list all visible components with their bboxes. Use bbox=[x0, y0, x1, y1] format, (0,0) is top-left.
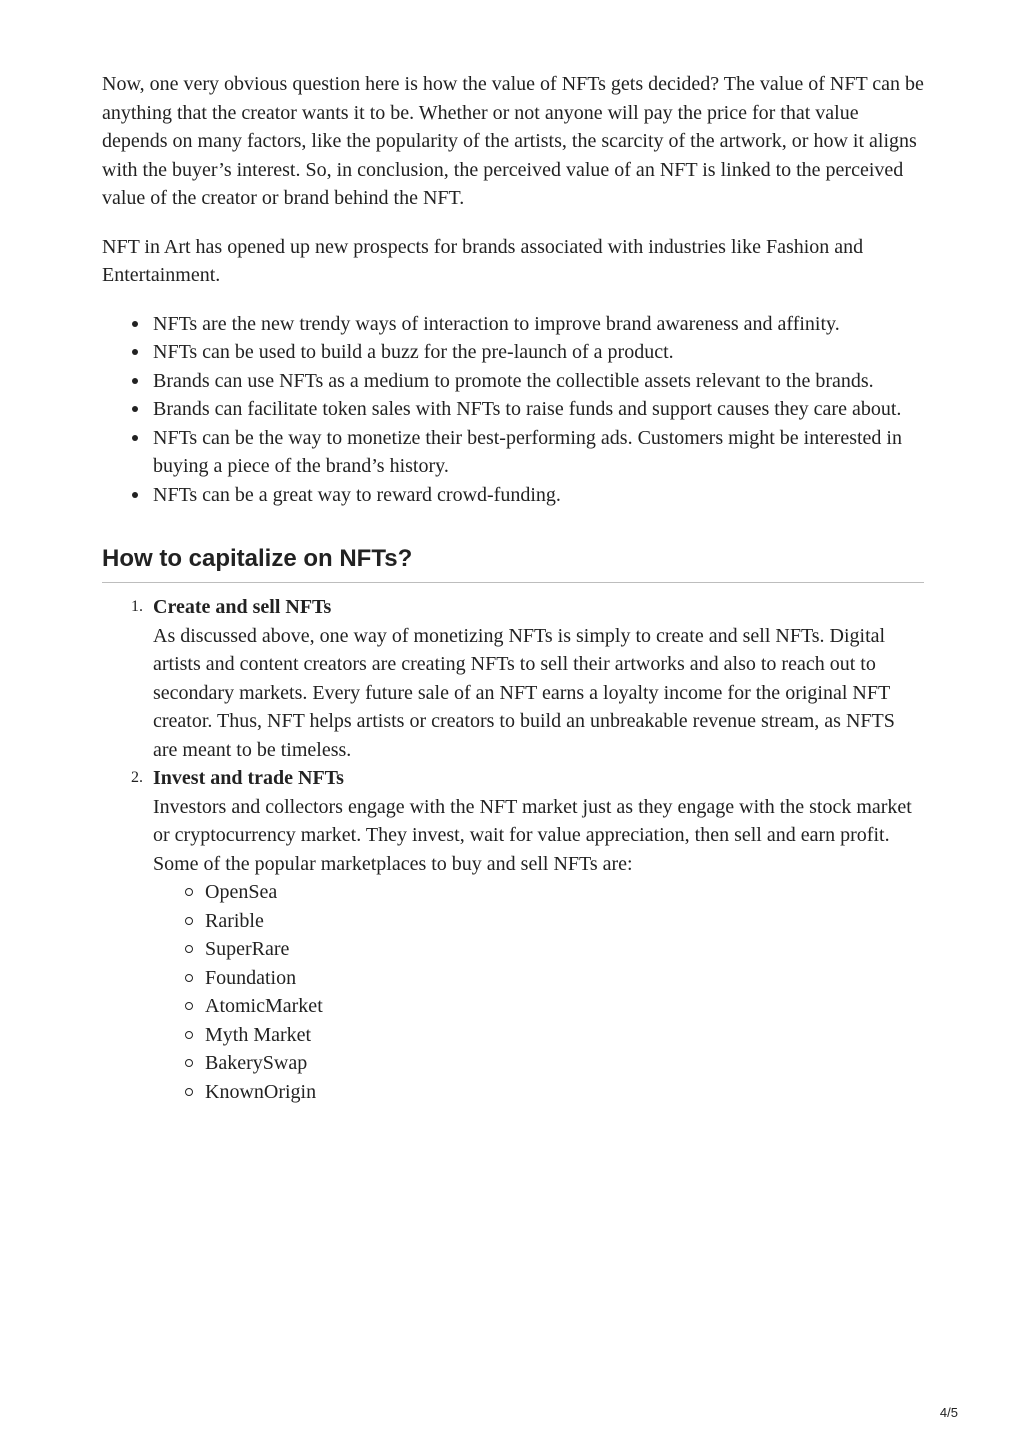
marketplace-item: Myth Market bbox=[205, 1021, 924, 1050]
marketplace-item: Foundation bbox=[205, 964, 924, 993]
brand-benefits-list bbox=[102, 310, 924, 510]
marketplace-list bbox=[153, 878, 924, 1106]
paragraph-nft-value: Now, one very obvious question here is how the value of NFTs gets decided? The value of NFT can be anything that the creator wants it to be. Whether or not anyone will pay the price for that value depends on many factors, like the popularity of the artists, the scarcity of the artwork, or how it aligns with the buyer’s interest. So, in conclusion, the perceived value of an NFT is linked to the perceived value of the creator or brand behind the NFT. bbox=[102, 73, 924, 209]
list-item: Brands can facilitate token sales with NFTs to raise funds and support causes they care about. bbox=[153, 395, 924, 424]
article-body bbox=[102, 70, 924, 1106]
step-item bbox=[131, 764, 924, 1106]
list-item: NFTs can be a great way to reward crowd-funding. bbox=[153, 481, 924, 510]
marketplace-item: KnownOrigin bbox=[205, 1078, 924, 1107]
step-body: As discussed above, one way of monetizing NFTs is simply to create and sell NFTs. Digital artists and content creators are creating NFTs to sell their artworks and also to reach out to secondary markets. Every future sale of an NFT earns a loyalty income for the original NFT creator. Thus, NFT helps artists or creators to build an unbreakable revenue stream, as NFTS are meant to be timeless. bbox=[153, 624, 895, 761]
step-title: Create and sell NFTs bbox=[153, 596, 332, 618]
marketplace-item: OpenSea bbox=[205, 878, 924, 907]
page-number: 4/5 bbox=[939, 1405, 958, 1420]
marketplace-item: Rarible bbox=[205, 907, 924, 936]
paragraph-nft-art: NFT in Art has opened up new prospects for brands associated with industries like Fashion and Entertainment. bbox=[102, 235, 864, 286]
marketplace-item: AtomicMarket bbox=[205, 992, 924, 1021]
marketplace-item: BakerySwap bbox=[205, 1049, 924, 1078]
marketplace-item: SuperRare bbox=[205, 935, 924, 964]
step-number: 1. bbox=[131, 598, 143, 615]
step-item bbox=[131, 593, 924, 764]
list-item: Brands can use NFTs as a medium to promote the collectible assets relevant to the brands. bbox=[153, 367, 924, 396]
step-body: Investors and collectors engage with the NFT market just as they engage with the stock market or cryptocurrency market. They invest, wait for value appreciation, then sell and earn profit. Some of the popular marketplaces to buy and sell NFTs are: bbox=[153, 795, 912, 875]
section-heading: How to capitalize on NFTs? bbox=[102, 544, 924, 583]
capitalize-steps-list bbox=[102, 593, 924, 1106]
list-item: NFTs are the new trendy ways of interaction to improve brand awareness and affinity. bbox=[153, 310, 924, 339]
list-item: NFTs can be the way to monetize their best-performing ads. Customers might be interested in buying a piece of the brand’s history. bbox=[153, 424, 924, 481]
list-item: NFTs can be used to build a buzz for the pre-launch of a product. bbox=[153, 338, 924, 367]
step-title: Invest and trade NFTs bbox=[153, 767, 344, 789]
step-number: 2. bbox=[131, 769, 143, 786]
